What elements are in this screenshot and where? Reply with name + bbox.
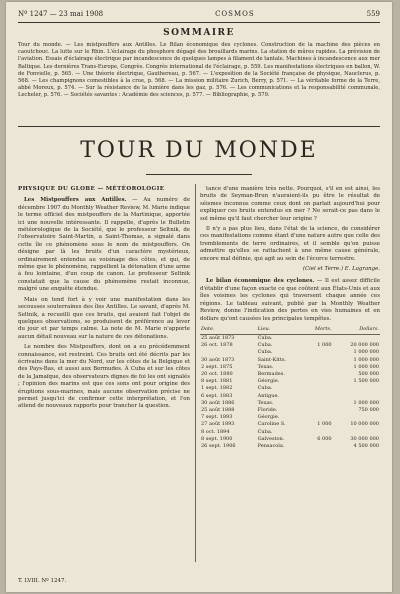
title-rule: [146, 174, 252, 175]
cell-place: Cuba.: [257, 342, 273, 349]
table-row: [200, 385, 380, 392]
article-paragraph: Le nombre des Mistpouffers, dont on a eu précédemment connaissance, est restreint. Ces bruits ont été décrits par les écrivains dans la mer du Nord, sur les côtes de la Belgique et des Pays-Bas, et aussi aux Bermudes. À Cuba et sur les côtes de la Jamaïque, des observateurs dignes de foi les ont signalés ; l'opinion des marins est que ces sons ont pour origine des éruptions sous-marines, mais aucune observation précise ne permet jusqu'ici de confirmer cette interprétation, et l'on attend de nouveaux rapports pour trancher la question.: [18, 344, 190, 410]
cell-date: 20 oct. 1880: [201, 370, 233, 377]
cell-date: 25 août 1888: [201, 406, 235, 413]
header-rule: [18, 22, 380, 23]
table-row: [200, 443, 380, 450]
cell-deaths: [304, 393, 333, 400]
column-header-deaths: Morts.: [304, 326, 333, 335]
column-divider: [195, 184, 196, 562]
article-signature: (Ciel et Terre.) E. Lagrange.: [302, 266, 380, 273]
sommaire-heading: SOMMAIRE: [163, 28, 235, 38]
table-row: [200, 342, 380, 349]
cell-place: Texas.: [257, 399, 274, 406]
table-row: [200, 349, 380, 356]
cell-dollars: 1 000 000: [353, 363, 379, 370]
running-header: [18, 8, 380, 20]
cell-deaths: [304, 429, 333, 436]
cell-date: 26 oct. 1878: [201, 342, 233, 349]
cell-deaths: [304, 357, 333, 364]
cell-place: Galveston.: [257, 435, 285, 442]
article-title: Le bilan économique des cyclones.: [206, 278, 315, 285]
cell-dollars: 4 500 000: [353, 442, 379, 449]
table-row: [200, 407, 380, 414]
article-text: — Il est assez difficile d'établir d'une façon exacte ce que coûtent aux États-Unis et aux îles voisines les cyclones qui traversent chaque année ces régions. Le tableau suivant, publié par la Monthly Weather Review, donne l'indication des pertes en vies humaines et en dollars qu'ont causées les principales tempêtes.: [200, 278, 381, 322]
cell-deaths: [304, 400, 333, 407]
cell-date: 6 sept. 1883: [201, 392, 233, 399]
column-header-place: Lieu.: [257, 326, 304, 335]
cell-date: 7 sept. 1893: [201, 414, 233, 421]
table-row: [200, 371, 380, 378]
left-column: [18, 186, 190, 414]
cell-place: Pensacola.: [257, 442, 285, 449]
cell-place: Cuba.: [257, 349, 273, 356]
cell-place: Antigue.: [257, 392, 280, 399]
issue-date: Nº 1247 — 23 mai 1908: [18, 10, 104, 18]
cell-dollars: [333, 393, 380, 400]
cell-deaths: 1 000: [317, 342, 332, 349]
cell-date: 8 oct. 1894: [201, 428, 230, 435]
sommaire-rule: [18, 126, 380, 127]
cell-deaths: [304, 378, 333, 385]
article-title: Les Mistpouffers aux Antilles.: [24, 197, 127, 204]
column-header-date: Date.: [200, 326, 257, 335]
cell-place: Cuba.: [257, 428, 273, 435]
article-text: — Au numéro de décembre 1907 du Monthly Weather Review, M. Marie indique le terme officiel des mistpouffers de la Martinique, apportée ici une nouvelle intéressante. Il rappelle, d'après le Bulletin météorologique de la Société, que le professeur Seltnik, de l'observatoire Saint-Martin, a Saint-Thomas, a signalé dans cette île ce phénomène sous le nom de mistpouffers. On désigne par là les bruits d'un caractère mystérieux, ordinairement entendus au voisinage des côtes, et qui, de même que le phénomène, rappellent la détonation d'une arme à feu lointaine, d'un coup de canon. Le professeur Seltnik constatait que la cause du phénomène restait inconnue, malgré une enquête étendue.: [18, 197, 191, 293]
cell-place: Géorgie.: [257, 414, 280, 421]
table-header-row: [200, 326, 380, 335]
cell-deaths: [304, 334, 333, 342]
cell-dollars: [333, 429, 380, 436]
cell-place: Géorgie.: [257, 378, 280, 385]
cell-dollars: 20 000 000: [350, 342, 379, 349]
cell-dollars: 30 000 000: [350, 435, 379, 442]
page-footer: T. LVIII. Nº 1247.: [18, 578, 67, 584]
right-column: [200, 186, 380, 450]
cell-dollars: [333, 414, 380, 421]
cell-place: Bermudes.: [257, 370, 285, 377]
table-row: [200, 364, 380, 371]
magazine-page: [6, 2, 392, 592]
cell-deaths: 1 000: [317, 421, 332, 428]
cell-dollars: 1 000 000: [353, 356, 379, 363]
cell-date: 30 août 1873: [201, 356, 235, 363]
cell-dollars: [333, 385, 380, 392]
cell-place: Cuba.: [257, 334, 273, 341]
table-row: [200, 421, 380, 428]
cell-date: 27 août 1893: [201, 421, 235, 428]
cell-date: 26 sept. 1906: [201, 442, 236, 449]
cell-deaths: [304, 443, 333, 450]
cell-dollars: 10 000 000: [350, 421, 379, 428]
section-title: TOUR DU MONDE: [80, 138, 318, 163]
cell-dollars: 750 000: [358, 406, 379, 413]
column-header-dollars: Dollars.: [333, 326, 380, 335]
cell-place: Saint-Kitts.: [257, 356, 287, 363]
cell-date: 1 sept. 1882: [201, 385, 233, 392]
table-row: [200, 429, 380, 436]
article-paragraph: Il n'y a pas plus lieu, dans l'état de la science, de considérer ces manifestations comme étant d'une nature autre que celle des tremblements de terre ordinaires, et il semble qu'on puisse admettre qu'elles se rattachent à une même cause générale, encore mal définie, qui agit au sein de l'écorce terrestre.: [200, 226, 380, 262]
cell-date: [200, 349, 257, 356]
cell-deaths: [304, 371, 333, 378]
cell-dollars: [333, 334, 380, 342]
table-row: [200, 400, 380, 407]
cell-place: Caroline S.: [257, 421, 286, 428]
article-paragraph: Mais on tend fort à y voir une manifestation dans les secousses souterraines des îles Antilles. Le savant, d'après M. Seltnik, a recueilli que ces bruits, qui avaient fait l'objet de quelques observations, se produisent de préférence au lever du jour et par temps calme. La note de M. Marie n'apporte aucun détail nouveau sur la nature de ces détonations.: [18, 296, 190, 340]
cell-place: Texas.: [257, 363, 274, 370]
cell-place: Cuba.: [257, 385, 273, 392]
table-row: [200, 436, 380, 443]
cell-dollars: 500 000: [358, 370, 379, 377]
table-row: [200, 334, 380, 342]
cell-date: 30 août 1886: [201, 399, 235, 406]
cell-deaths: [304, 385, 333, 392]
cyclone-table: [200, 326, 380, 450]
table-row: [200, 378, 380, 385]
cell-date: 8 sept. 1881: [201, 378, 233, 385]
cell-dollars: 1 500 000: [353, 378, 379, 385]
table-row: [200, 357, 380, 364]
cell-deaths: [304, 364, 333, 371]
table-body: [200, 334, 380, 450]
cell-deaths: 6 000: [317, 435, 332, 442]
cell-date: 2 sept. 1875: [201, 363, 233, 370]
cell-place: Floride.: [257, 406, 278, 413]
cell-deaths: [304, 414, 333, 421]
journal-name: COSMOS: [215, 10, 255, 18]
cell-dollars: 1 000 000: [353, 399, 379, 406]
table-row: [200, 393, 380, 400]
cell-date: 8 sept. 1900: [201, 435, 233, 442]
article-paragraph: [18, 197, 190, 293]
cell-deaths: [304, 407, 333, 414]
article-paragraph: tance d'une manière très nette. Pourquoi, s'il en est ainsi, les bruits de Seyman-Brun n'auraient-ils pu être le résultat de séismes inconnus comme ceux dont on parlait aujourd'hui pour expliquer ces bruits entendus en mer ? Ne serait-ce pas dans le sol même qu'il faut chercher leur origine ?: [200, 186, 380, 222]
rubric-heading: PHYSIQUE DU GLOBE — MÉTÉOROLOGIE: [18, 186, 165, 192]
page-number: 559: [366, 10, 380, 18]
cell-date: 25 août 1873: [201, 334, 235, 341]
sommaire-body: Tour du monde. — Les mistpouffers aux Antilles. Le Bilan économique des cyclones. Construction de la machine des pièces en caoutchouc. La lutte sur le Rhin. L'éclairage du phosphore dégagé des brouillards marins. La station de mûres rapides. La prévision de l'aviation. Essais d'éclairage électrique par incandescence de quelques lampes à filament de tantale. Machines à incandescence aux mer Baltique. Les dernières Trans-Europe, Congrès. Congrès international de l'éclairage, p. 559. Les manifestations électriques en ballon, W. de Fonvielle, p. 565. — Une théorie électrique, Gauthereau, p. 567. — L'exposition de la Société française de physique, Nauclerus, p. 568. — Les champignons comestibles à la crue, p. 568. — La mission militaire Zurich, Berry, p. 571. — La véritable forme de la Terre, abbé Moreux, p. 574. — Sur la résistance de la lumière dans les gaz, p. 576. — Les communications et la responsabilité communale, Lecheler, p. 576. — Sociétés savantes : Académie des sciences, p. 577. — Bibliographie, p. 579.: [18, 42, 380, 99]
cell-deaths: [304, 349, 333, 356]
cell-dollars: 1 000 000: [353, 349, 379, 356]
article-paragraph: [200, 278, 380, 322]
